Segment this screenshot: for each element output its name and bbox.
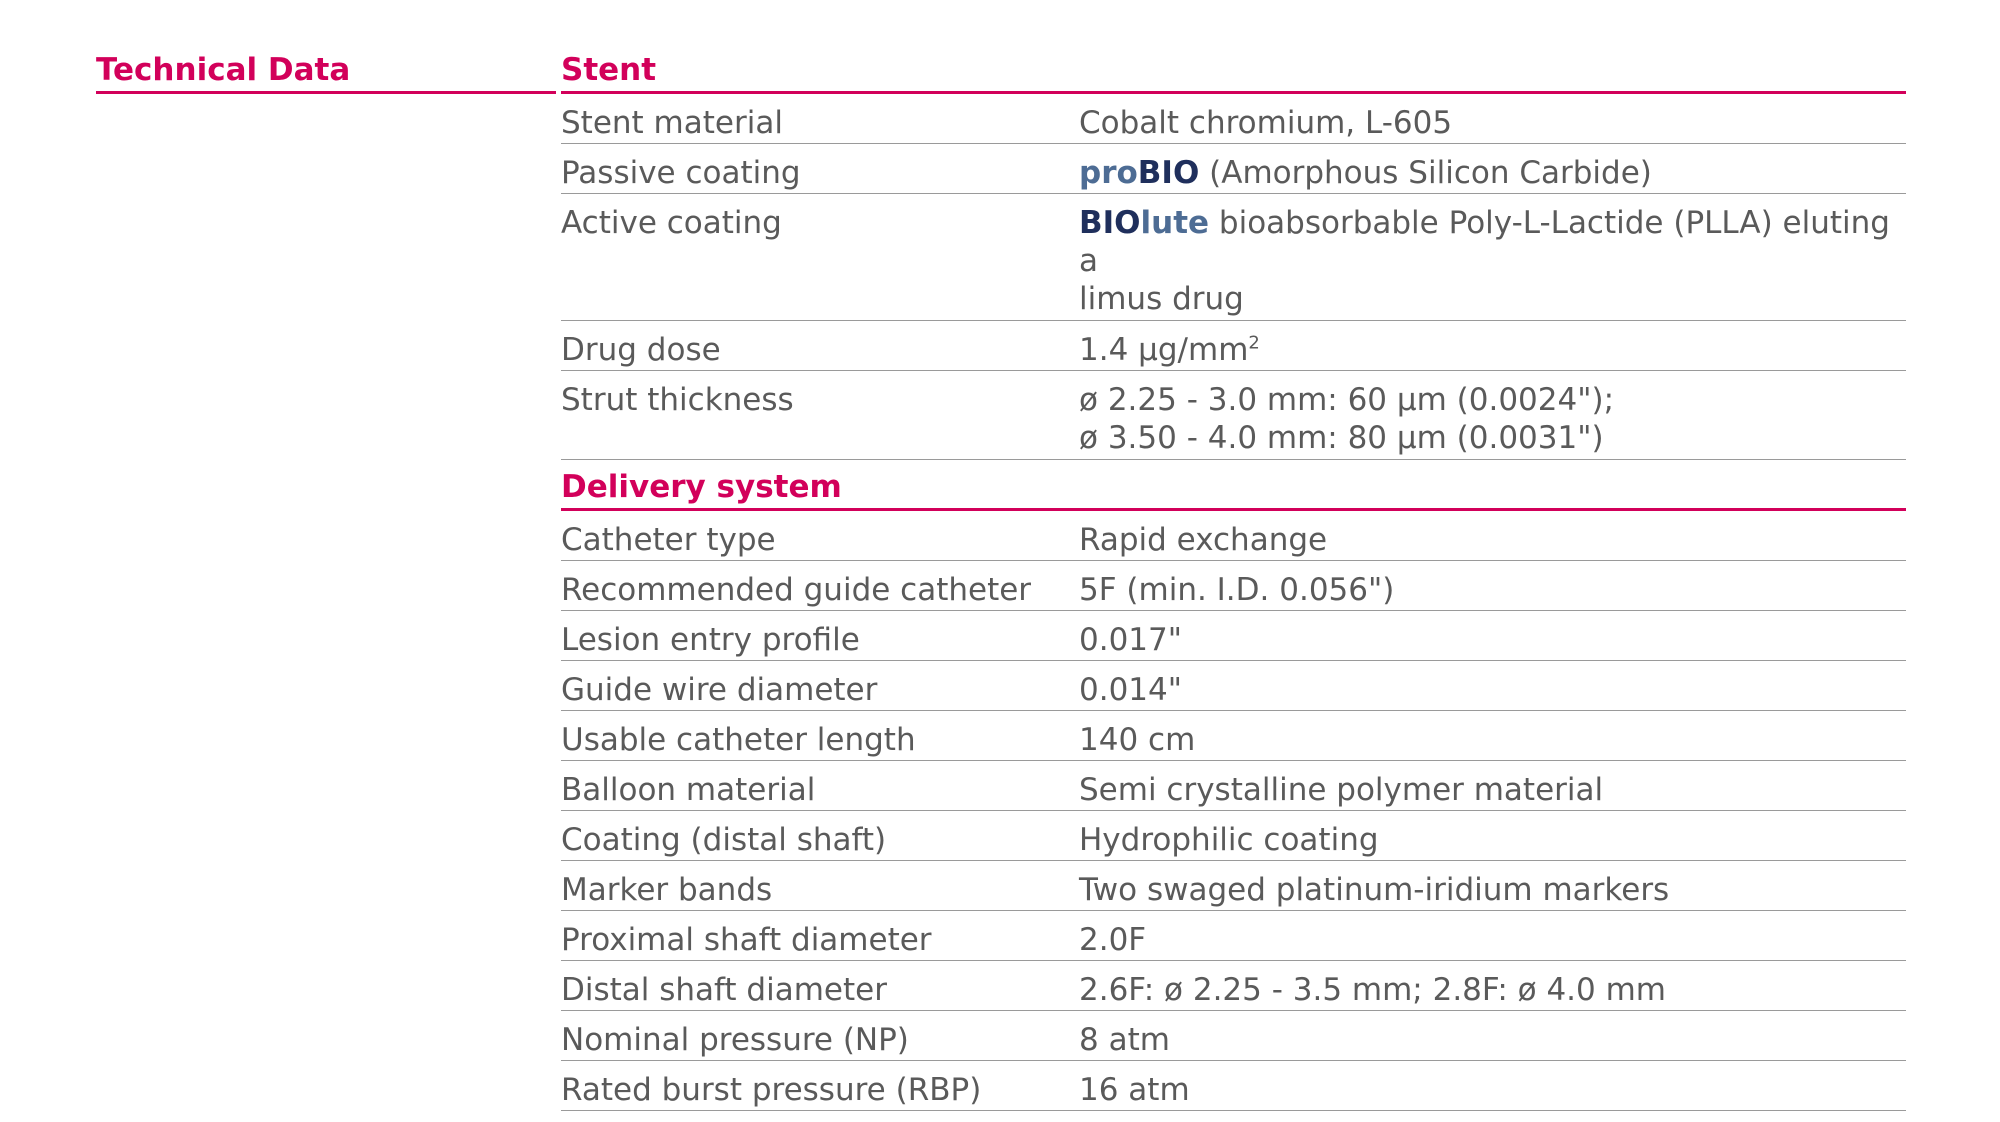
technical-data-sheet <box>561 52 1906 1111</box>
row-label: Marker bands <box>561 872 773 908</box>
row-value: 16 atm <box>1079 1072 1190 1108</box>
row-label: Catheter type <box>561 522 776 558</box>
technical-data-title: Technical Data <box>96 52 556 94</box>
row-value: 5F (min. I.D. 0.056") <box>1079 572 1395 608</box>
row-label: Balloon material <box>561 772 816 808</box>
row-label: Nominal pressure (NP) <box>561 1022 909 1058</box>
row-label: Distal shaft diameter <box>561 972 887 1008</box>
table-row <box>561 961 1906 1011</box>
table-row <box>561 811 1906 861</box>
row-label: Strut thickness <box>561 382 794 418</box>
row-value: 2.6F: ø 2.25 - 3.5 mm; 2.8F: ø 4.0 mm <box>1079 972 1667 1008</box>
table-row <box>561 861 1906 911</box>
probio-brand-pro: pro <box>1079 155 1138 191</box>
drug-dose-value: 1.4 µg/mm <box>1079 332 1249 368</box>
table-row <box>561 511 1906 561</box>
row-value: 8 atm <box>1079 1022 1170 1058</box>
row-value: 0.014" <box>1079 672 1183 708</box>
table-row <box>561 711 1906 761</box>
row-value: Hydrophilic coating <box>1079 822 1379 858</box>
row-label: Proximal shaft diameter <box>561 922 932 958</box>
table-row <box>561 144 1906 194</box>
row-value: 2.0F <box>1079 922 1147 958</box>
row-value <box>1079 331 1906 369</box>
biolute-brand-lute: lute <box>1140 205 1210 241</box>
row-value: Two swaged platinum-iridium markers <box>1079 872 1670 908</box>
row-label: Passive coating <box>561 155 801 191</box>
row-label: Active coating <box>561 205 782 241</box>
row-label: Recommended guide catheter <box>561 572 1032 608</box>
row-value: 140 cm <box>1079 722 1196 758</box>
row-label: Usable catheter length <box>561 722 916 758</box>
row-label: Stent material <box>561 105 783 141</box>
probio-brand-bio: BIO <box>1137 155 1200 191</box>
table-row <box>561 321 1906 371</box>
table-row <box>561 911 1906 961</box>
row-label: Coating (distal shaft) <box>561 822 887 858</box>
row-label: Lesion entry profile <box>561 622 860 658</box>
table-row <box>561 761 1906 811</box>
delivery-system-section-heading: Delivery system <box>561 469 1906 511</box>
row-value: 0.017" <box>1079 622 1183 658</box>
stent-section-heading: Stent <box>561 52 1906 94</box>
table-row <box>561 611 1906 661</box>
table-row <box>561 1061 1906 1111</box>
table-row <box>561 1011 1906 1061</box>
passive-coating-value: (Amorphous Silicon Carbide) <box>1199 155 1652 191</box>
row-value <box>1079 204 1906 318</box>
table-row <box>561 661 1906 711</box>
table-row <box>561 94 1906 144</box>
row-label: Rated burst pressure (RBP) <box>561 1072 982 1108</box>
value-line: limus drug <box>1079 281 1244 317</box>
biolute-brand-bio: BIO <box>1079 205 1141 241</box>
value-line <box>1079 204 1906 280</box>
table-row <box>561 561 1906 611</box>
row-label: Guide wire diameter <box>561 672 878 708</box>
row-value <box>1079 381 1906 457</box>
table-row <box>561 194 1906 321</box>
row-value: Cobalt chromium, L-605 <box>1079 105 1453 141</box>
value-line: ø 3.50 - 4.0 mm: 80 µm (0.0031") <box>1079 420 1604 456</box>
table-row <box>561 371 1906 460</box>
superscript: 2 <box>1248 332 1260 354</box>
row-value: Rapid exchange <box>1079 522 1328 558</box>
row-label: Drug dose <box>561 332 721 368</box>
value-line: ø 2.25 - 3.0 mm: 60 µm (0.0024"); <box>1079 382 1615 418</box>
active-coating-value: bioabsorbable Poly-L-Lactide (PLLA) eluting a <box>1079 205 1890 279</box>
row-value <box>1079 154 1906 192</box>
row-value: Semi crystalline polymer material <box>1079 772 1604 808</box>
